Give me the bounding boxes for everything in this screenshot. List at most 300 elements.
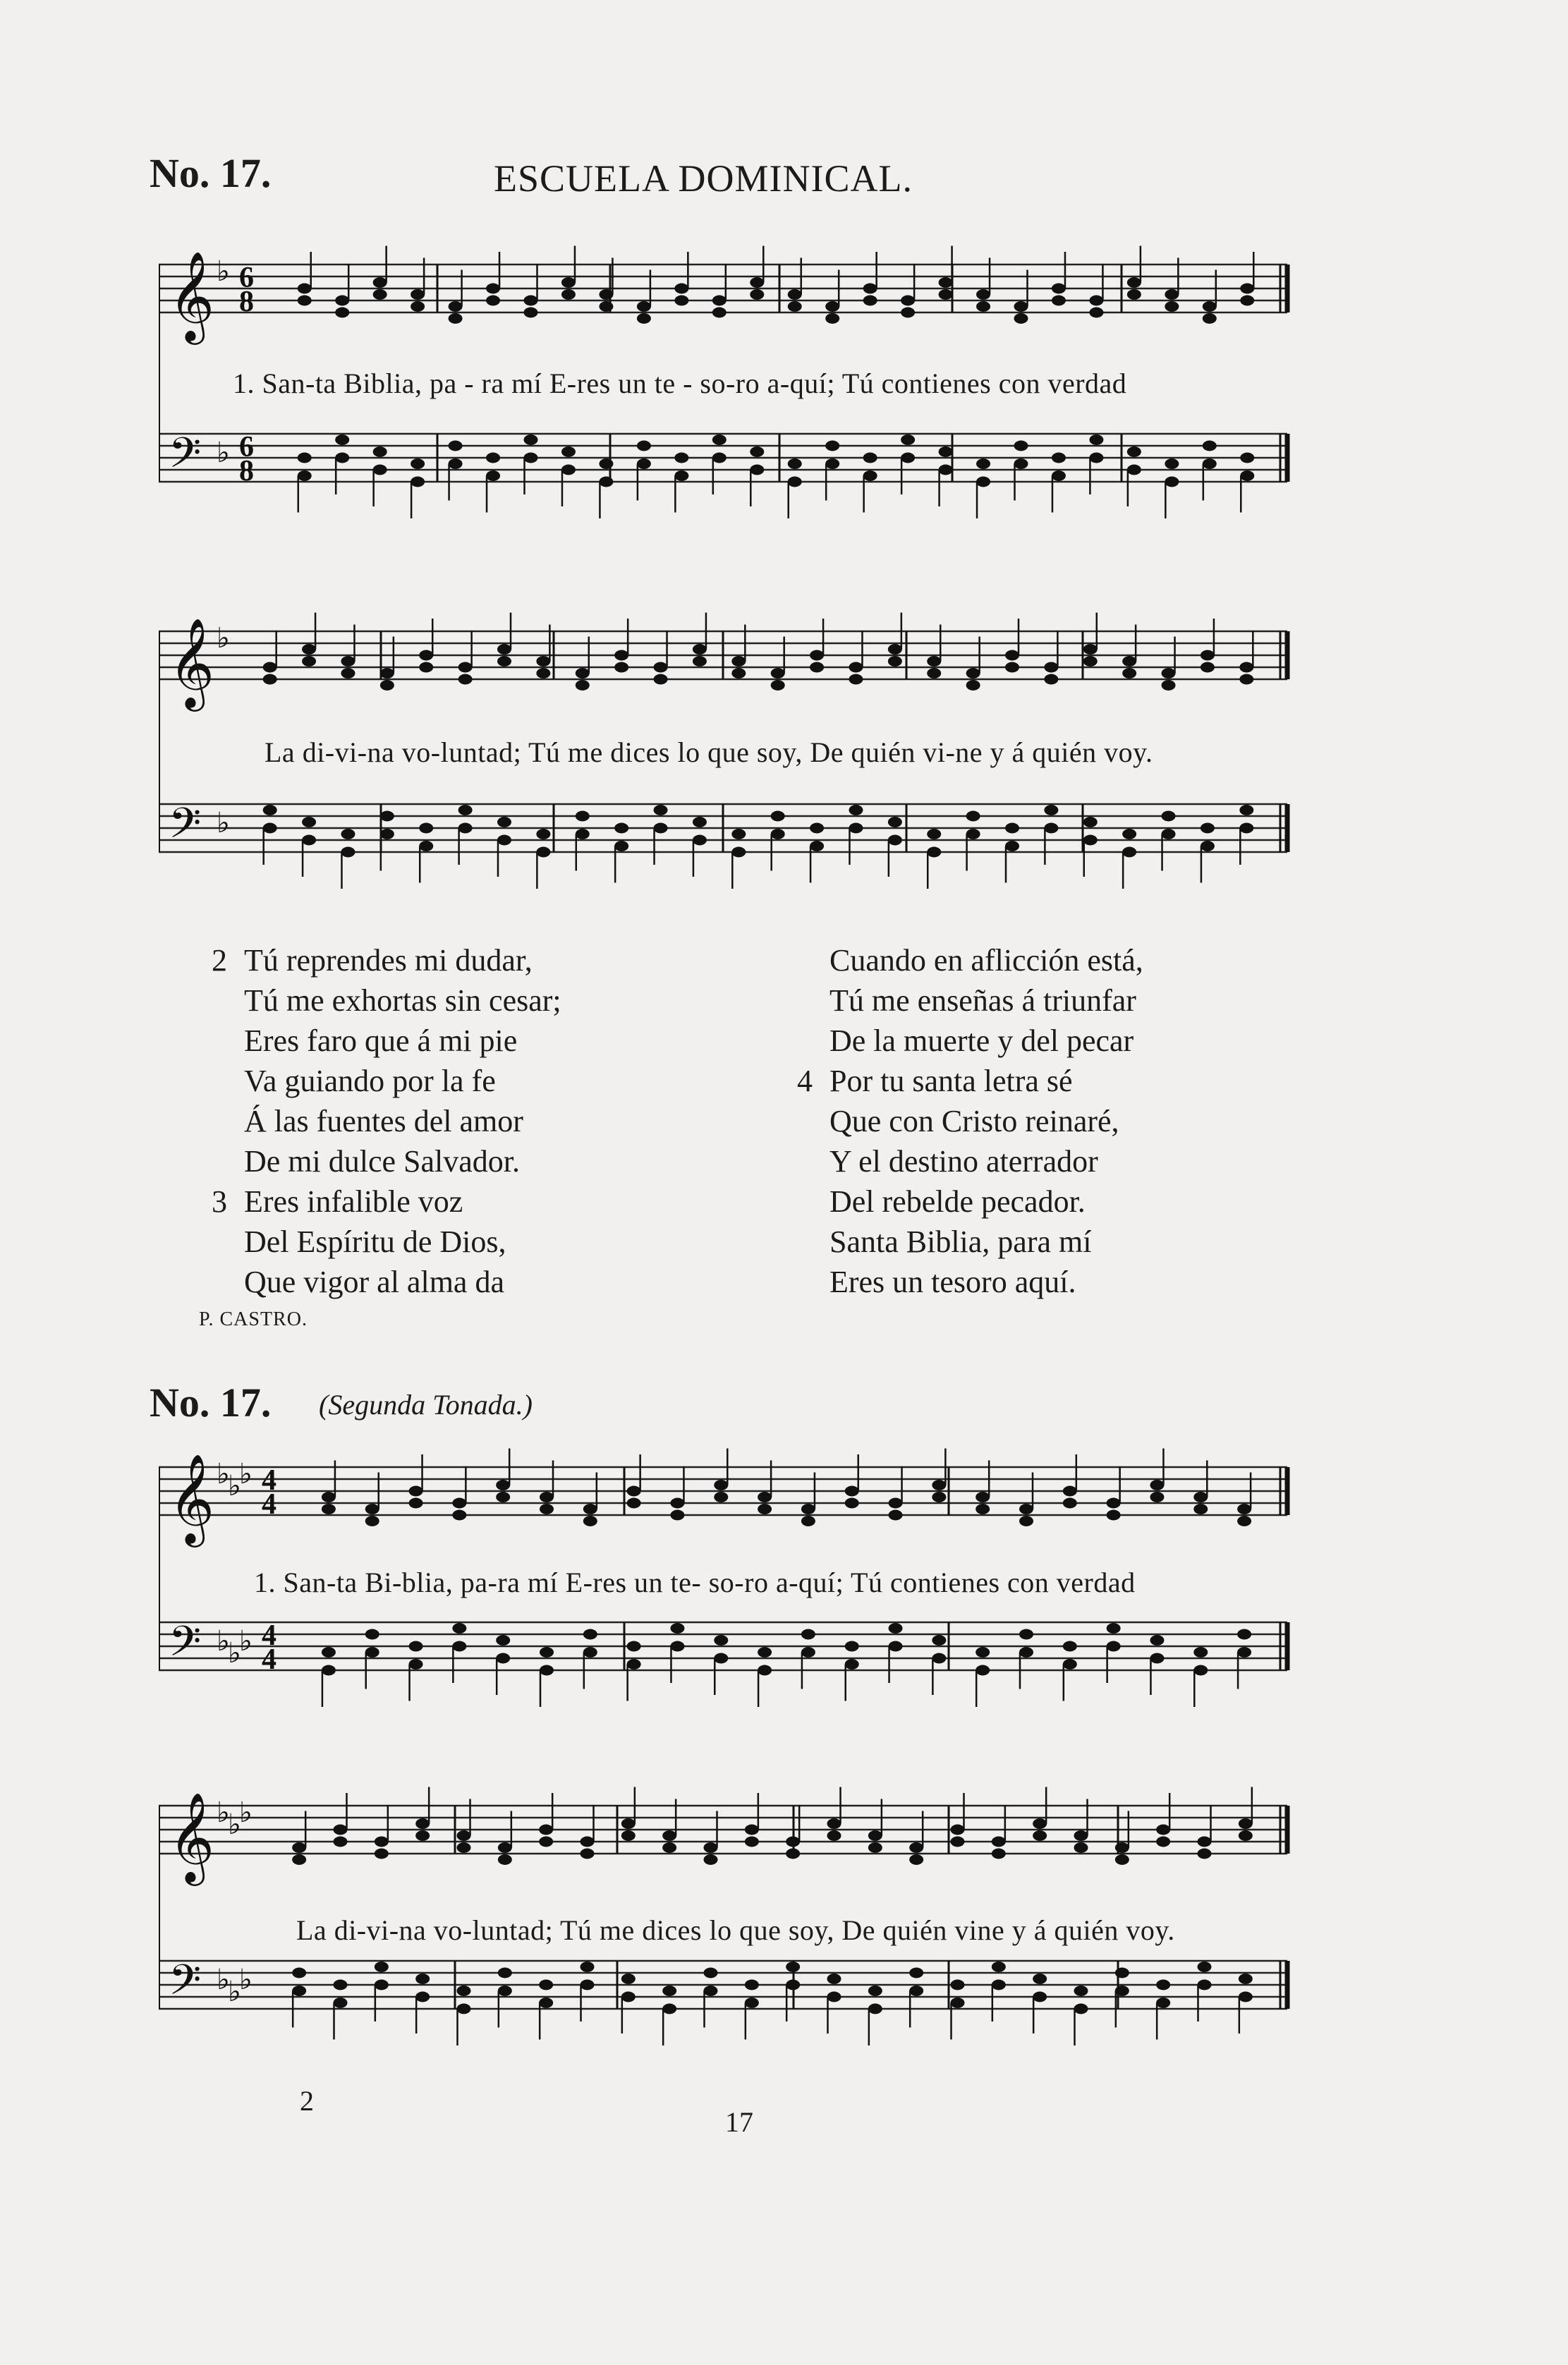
note-head — [1063, 1641, 1077, 1652]
note-head — [771, 829, 785, 839]
flat-icon: ♭ — [217, 1625, 230, 1658]
verse-text: Que con Cristo reinaré, — [829, 1104, 1119, 1138]
note-head — [375, 1837, 389, 1847]
note-head — [621, 1818, 636, 1829]
note-head — [365, 1504, 379, 1514]
note-head — [581, 1837, 595, 1847]
note-head — [561, 465, 576, 475]
note-head — [786, 1849, 800, 1859]
note-head — [540, 1492, 554, 1502]
note-head — [670, 1498, 684, 1509]
note-head — [731, 656, 746, 667]
note-head — [909, 1968, 923, 1978]
note-head — [599, 477, 613, 487]
note-head — [1063, 1659, 1077, 1670]
flat-icon: ♭ — [228, 1470, 241, 1502]
note-head — [788, 477, 802, 487]
note-head — [712, 296, 727, 306]
note-head — [561, 277, 576, 288]
note-head — [576, 829, 590, 839]
note-head — [712, 434, 727, 445]
note-head — [458, 674, 473, 685]
treble-clef-icon: 𝄞 — [169, 250, 215, 341]
note-head — [1237, 1647, 1251, 1658]
note-head — [909, 1986, 923, 1996]
note-head — [951, 1825, 965, 1835]
note-head — [539, 1998, 553, 2008]
note-head — [1115, 1968, 1129, 1978]
note-head — [888, 817, 902, 827]
note-head — [1089, 434, 1103, 445]
verse-text: Que vigor al alma da — [244, 1265, 504, 1299]
note-head — [758, 1647, 772, 1658]
note-head — [863, 470, 877, 481]
note-head — [581, 1962, 595, 1972]
verse-line — [797, 1181, 1143, 1222]
note-head — [409, 1486, 423, 1497]
time-signature: 4 — [262, 1488, 276, 1521]
note-head — [1239, 1830, 1253, 1841]
note-head — [788, 289, 802, 300]
note-head — [1014, 313, 1028, 324]
note-head — [868, 1842, 882, 1853]
note-head — [452, 1510, 466, 1521]
verses-right — [797, 940, 1143, 1302]
note-head — [1052, 470, 1066, 481]
lyrics-line-4: La di-vi-na vo-luntad; Tú me dices lo que soy, De quién vine y á quién voy. — [296, 1914, 1175, 1946]
note-head — [496, 1653, 510, 1664]
note-head — [373, 289, 387, 300]
note-head — [497, 656, 511, 667]
note-head — [458, 823, 473, 834]
note-head — [411, 477, 425, 487]
note-head — [583, 1516, 597, 1526]
note-head — [1115, 1854, 1129, 1865]
note-head — [263, 674, 277, 685]
note-head — [419, 650, 433, 661]
note-head — [674, 470, 688, 481]
note-head — [637, 301, 651, 312]
time-signature: 6 — [239, 262, 254, 294]
note-head — [496, 1635, 510, 1646]
note-head — [599, 301, 613, 312]
note-head — [497, 835, 511, 846]
verse-text: Eres infalible voz — [244, 1184, 463, 1219]
note-head — [1198, 1962, 1212, 1972]
note-head — [966, 811, 980, 822]
note-head — [674, 284, 688, 294]
note-head — [849, 823, 863, 834]
note-head — [298, 470, 312, 481]
note-head — [670, 1623, 684, 1634]
note-head — [614, 823, 628, 834]
note-head — [771, 811, 785, 822]
note-head — [901, 434, 915, 445]
verse-line — [212, 940, 561, 980]
note-head — [1203, 458, 1217, 469]
note-head — [1193, 1647, 1208, 1658]
note-head — [380, 811, 394, 822]
time-signature: 4 — [262, 1643, 276, 1676]
note-head — [1240, 470, 1254, 481]
note-head — [627, 1498, 641, 1509]
note-head — [927, 829, 941, 839]
flat-icon: ♭ — [239, 1964, 253, 1996]
note-head — [1005, 662, 1019, 673]
note-head — [714, 1653, 728, 1664]
note-head — [292, 1842, 306, 1853]
note-head — [458, 662, 473, 673]
note-head — [292, 1854, 306, 1865]
note-head — [1203, 313, 1217, 324]
note-head — [540, 1504, 554, 1514]
note-head — [1165, 301, 1179, 312]
note-head — [1165, 458, 1179, 469]
note-head — [536, 829, 550, 839]
note-head — [758, 1665, 772, 1676]
note-head — [583, 1504, 597, 1514]
flat-icon: ♭ — [217, 1964, 230, 1996]
note-head — [1074, 1986, 1088, 1996]
note-head — [1150, 1635, 1164, 1646]
note-head — [1014, 301, 1028, 312]
note-head — [1052, 284, 1066, 294]
note-head — [670, 1641, 684, 1652]
note-head — [1201, 662, 1215, 673]
note-head — [539, 1980, 553, 1990]
note-head — [1127, 446, 1141, 457]
note-head — [536, 668, 550, 679]
note-head — [334, 1837, 348, 1847]
note-head — [704, 1986, 718, 1996]
note-head — [452, 1623, 466, 1634]
verse-text: Tú me enseñas á triunfar — [829, 983, 1136, 1018]
note-head — [714, 1635, 728, 1646]
note-head — [951, 1837, 965, 1847]
note-head — [992, 1980, 1006, 1990]
verse-line — [797, 980, 1143, 1021]
note-head — [1005, 823, 1019, 834]
note-head — [939, 277, 953, 288]
note-head — [801, 1516, 815, 1526]
verse-line — [212, 1222, 561, 1262]
time-signature: 8 — [239, 455, 254, 487]
note-head — [1201, 823, 1215, 834]
note-head — [411, 301, 425, 312]
note-head — [341, 656, 355, 667]
verse-line — [212, 1021, 561, 1061]
note-head — [415, 1818, 430, 1829]
note-head — [901, 308, 915, 318]
note-head — [662, 2004, 676, 2014]
note-head — [827, 1818, 841, 1829]
note-head — [654, 662, 668, 673]
note-head — [561, 289, 576, 300]
note-head — [1044, 674, 1058, 685]
note-head — [536, 656, 550, 667]
note-head — [788, 458, 802, 469]
note-head — [302, 644, 316, 655]
note-head — [827, 1992, 841, 2002]
note-head — [561, 446, 576, 457]
note-head — [731, 668, 746, 679]
note-head — [1162, 811, 1176, 822]
note-head — [539, 1825, 553, 1835]
note-head — [1019, 1504, 1033, 1514]
note-head — [302, 817, 316, 827]
note-head — [1033, 1830, 1047, 1841]
note-head — [889, 1623, 903, 1634]
note-head — [1165, 477, 1179, 487]
note-head — [335, 296, 349, 306]
note-head — [786, 1962, 800, 1972]
flat-icon: ♭ — [239, 1458, 253, 1490]
note-head — [1089, 308, 1103, 318]
verse-text: Tú me exhortas sin cesar; — [244, 983, 561, 1018]
note-head — [1239, 1818, 1253, 1829]
note-head — [498, 1842, 512, 1853]
verse-text: Á las fuentes del amor — [244, 1104, 523, 1138]
note-head — [704, 1968, 718, 1978]
note-head — [1107, 1498, 1121, 1509]
note-head — [498, 1968, 512, 1978]
note-head — [334, 1998, 348, 2008]
verse-number: 3 — [212, 1184, 227, 1219]
verse-text: Cuando en aflicción está, — [829, 943, 1143, 978]
note-head — [449, 441, 463, 451]
note-head — [1044, 823, 1058, 834]
note-head — [486, 284, 500, 294]
note-head — [927, 656, 941, 667]
verse-text: Del Espíritu de Dios, — [244, 1224, 506, 1259]
note-head — [654, 674, 668, 685]
page-title: ESCUELA DOMINICAL. — [494, 157, 913, 200]
note-head — [497, 644, 511, 655]
note-head — [627, 1641, 641, 1652]
note-head — [1115, 1842, 1129, 1853]
note-head — [845, 1486, 859, 1497]
note-head — [540, 1647, 554, 1658]
note-head — [457, 1830, 471, 1841]
note-head — [1203, 441, 1217, 451]
note-head — [758, 1504, 772, 1514]
verse-number: 4 — [797, 1064, 813, 1098]
note-head — [1019, 1516, 1033, 1526]
note-head — [497, 817, 511, 827]
verses-left — [212, 940, 561, 1302]
note-head — [486, 470, 500, 481]
note-head — [302, 835, 316, 846]
note-head — [976, 1492, 990, 1502]
note-head — [939, 289, 953, 300]
note-head — [976, 477, 990, 487]
note-head — [888, 644, 902, 655]
note-head — [849, 674, 863, 685]
note-head — [1089, 296, 1103, 306]
note-head — [1052, 296, 1066, 306]
flat-icon: ♭ — [228, 1637, 241, 1670]
flat-icon: ♭ — [239, 1625, 253, 1658]
note-head — [637, 458, 651, 469]
verse-text: Va guiando por la fe — [244, 1064, 496, 1098]
note-head — [322, 1665, 336, 1676]
note-head — [1150, 1492, 1164, 1502]
note-head — [704, 1854, 718, 1865]
note-head — [863, 453, 877, 463]
note-head — [322, 1504, 336, 1514]
note-head — [263, 662, 277, 673]
flat-icon: ♭ — [217, 1458, 230, 1490]
note-head — [1239, 805, 1253, 815]
treble-clef-icon: 𝄞 — [169, 1453, 215, 1543]
note-head — [298, 296, 312, 306]
note-head — [810, 841, 824, 851]
note-head — [1156, 1980, 1170, 1990]
note-head — [581, 1980, 595, 1990]
note-head — [868, 1830, 882, 1841]
note-head — [901, 453, 915, 463]
note-head — [845, 1641, 859, 1652]
note-head — [745, 1980, 759, 1990]
note-head — [1127, 465, 1141, 475]
note-head — [849, 662, 863, 673]
note-head — [1033, 1818, 1047, 1829]
lyrics-line-3: 1. San-ta Bi-blia, pa-ra mí E-res un te- so-ro a-quí; Tú contienes con verdad — [254, 1567, 1136, 1598]
note-head — [263, 823, 277, 834]
note-head — [457, 1842, 471, 1853]
note-head — [1063, 1486, 1077, 1497]
note-head — [1193, 1665, 1208, 1676]
note-head — [1122, 668, 1136, 679]
treble-clef-icon: 𝄞 — [169, 617, 215, 707]
verse-number: 2 — [212, 943, 227, 978]
note-head — [524, 308, 538, 318]
note-head — [1083, 656, 1098, 667]
note-head — [458, 805, 473, 815]
note-head — [801, 1647, 815, 1658]
note-head — [704, 1842, 718, 1853]
note-head — [341, 668, 355, 679]
note-head — [263, 805, 277, 815]
note-head — [932, 1480, 946, 1490]
note-head — [966, 668, 980, 679]
note-head — [380, 668, 394, 679]
flat-icon: ♭ — [228, 1808, 241, 1841]
note-head — [976, 1504, 990, 1514]
note-head — [1239, 662, 1253, 673]
note-head — [758, 1492, 772, 1502]
lyrics-line-2: La di-vi-na vo-luntad; Tú me dices lo que soy, De quién vi-ne y á quién voy. — [265, 736, 1153, 768]
note-head — [1083, 817, 1098, 827]
note-head — [868, 1986, 882, 1996]
note-head — [992, 1837, 1006, 1847]
note-head — [863, 296, 877, 306]
note-head — [1203, 301, 1217, 312]
note-head — [845, 1498, 859, 1509]
note-head — [654, 805, 668, 815]
note-head — [373, 446, 387, 457]
note-head — [786, 1837, 800, 1847]
note-head — [599, 458, 613, 469]
lyrics-line-1: 1. San-ta Biblia, pa - ra mí E-res un te - so-ro a-quí; Tú contienes con verdad — [233, 367, 1127, 399]
note-head — [292, 1986, 306, 1996]
note-head — [411, 458, 425, 469]
note-head — [1156, 1998, 1170, 2008]
note-head — [825, 313, 839, 324]
note-head — [1150, 1653, 1164, 1664]
note-head — [415, 1830, 430, 1841]
note-head — [674, 453, 688, 463]
note-head — [966, 829, 980, 839]
note-head — [888, 835, 902, 846]
flat-icon: ♭ — [217, 622, 230, 655]
verse-line — [212, 1141, 561, 1181]
note-head — [693, 644, 707, 655]
note-head — [1237, 1504, 1251, 1514]
note-head — [1239, 1974, 1253, 1984]
note-head — [1162, 829, 1176, 839]
note-head — [409, 1498, 423, 1509]
hymn-2-subtitle: (Segunda Tonada.) — [319, 1389, 533, 1421]
note-head — [889, 1641, 903, 1652]
note-head — [1239, 1992, 1253, 2002]
note-head — [714, 1480, 728, 1490]
note-head — [662, 1830, 676, 1841]
note-head — [1107, 1641, 1121, 1652]
note-head — [976, 301, 990, 312]
note-head — [1193, 1504, 1208, 1514]
note-head — [409, 1659, 423, 1670]
note-head — [888, 656, 902, 667]
note-head — [335, 453, 349, 463]
note-head — [992, 1849, 1006, 1859]
note-head — [365, 1629, 379, 1640]
note-head — [810, 662, 824, 673]
note-head — [745, 1837, 759, 1847]
verse-line — [797, 1021, 1143, 1061]
note-head — [1240, 284, 1254, 294]
note-head — [827, 1974, 841, 1984]
note-head — [539, 1837, 553, 1847]
note-head — [334, 1980, 348, 1990]
note-head — [1127, 277, 1141, 288]
note-head — [1122, 656, 1136, 667]
note-head — [939, 465, 953, 475]
note-head — [614, 650, 628, 661]
note-head — [1014, 458, 1028, 469]
note-head — [1156, 1825, 1170, 1835]
verse-line — [797, 1061, 1143, 1101]
note-head — [939, 446, 953, 457]
note-head — [1239, 823, 1253, 834]
note-head — [457, 1986, 471, 1996]
note-head — [621, 1992, 636, 2002]
note-head — [745, 1825, 759, 1835]
note-head — [1156, 1837, 1170, 1847]
verse-text: Santa Biblia, para mí — [829, 1224, 1092, 1259]
note-head — [909, 1854, 923, 1865]
note-head — [1019, 1629, 1033, 1640]
note-head — [449, 458, 463, 469]
note-head — [750, 289, 764, 300]
note-head — [1107, 1510, 1121, 1521]
note-head — [415, 1974, 430, 1984]
note-head — [992, 1962, 1006, 1972]
note-head — [524, 434, 538, 445]
flat-icon: ♭ — [228, 1976, 241, 2008]
note-head — [1033, 1974, 1047, 1984]
verse-text: Del rebelde pecador. — [829, 1184, 1086, 1219]
